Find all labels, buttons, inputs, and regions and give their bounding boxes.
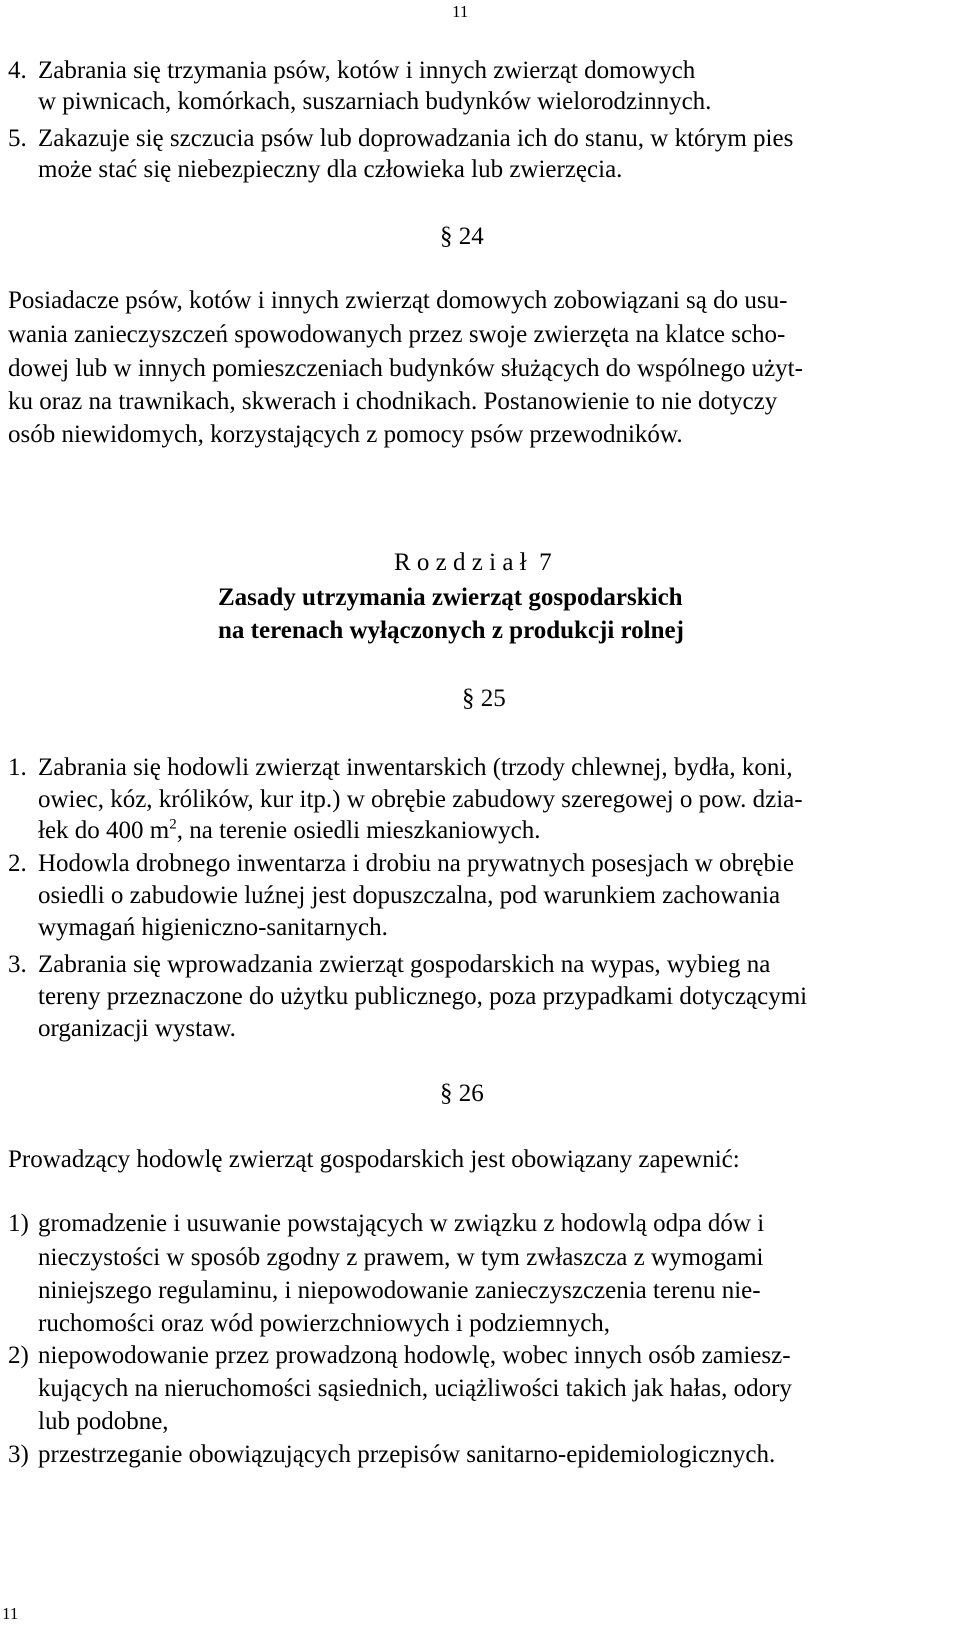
section-26-item-3-line-1: przestrzeganie obowiązujących przepisów sanitarno-epidemiologicznych. (38, 1441, 776, 1468)
section-25-item-3-number: 3. (8, 951, 27, 978)
section-26-item-2-line-1: niepowodowanie przez prowadzoną hodowlę, wobec innych osób zamiesz- (38, 1342, 791, 1369)
chapter-title-line-1: Zasady utrzymania zwierząt gospodarskich (218, 584, 683, 611)
section-25-item-2-line-3: wymagań higieniczno-sanitarnych. (38, 914, 388, 941)
section-24-line-1: Posiadacze psów, kotów i innych zwierząt domowych zobowiązani są do usu- (8, 287, 788, 314)
section-26-item-1-line-2: nieczystości w sposób zgodny z prawem, w tym zwłaszcza z wymogami (38, 1244, 764, 1271)
item-5-number: 5. (8, 125, 27, 152)
section-24-line-4: ku oraz na trawnikach, skwerach i chodnikach. Postanowienie to nie dotyczy (8, 388, 778, 415)
chapter-label: R o z d z i a ł 7 (394, 549, 552, 576)
section-25-item-2-line-1: Hodowla drobnego inwentarza i drobiu na prywatnych posesjach w obrębie (38, 850, 795, 877)
section-25-heading: § 25 (462, 685, 506, 712)
section-25-item-2-number: 2. (8, 850, 27, 877)
section-26-intro: Prowadzący hodowlę zwierząt gospodarskich jest obowiązany zapewnić: (8, 1146, 740, 1173)
item-5-line-1: Zakazuje się szczucia psów lub doprowadzania ich do stanu, w którym pies (38, 125, 794, 152)
item-1-line-3-post: , na terenie osiedli mieszkaniowych. (176, 817, 541, 844)
section-25-item-1-number: 1. (8, 754, 27, 781)
section-26-item-1-line-1: gromadzenie i usuwanie powstających w związku z hodowlą odpa dów i (38, 1210, 765, 1237)
item-5-line-2: może stać się niebezpieczny dla człowieka lub zwierzęcia. (38, 156, 623, 183)
section-26-item-2-number: 2) (8, 1342, 29, 1369)
section-26-heading: § 26 (440, 1080, 484, 1107)
section-25-item-2-line-2: osiedli o zabudowie luźnej jest dopuszczalna, pod warunkiem zachowania (38, 882, 781, 909)
item-4-line-1: Zabrania się trzymania psów, kotów i innych zwierząt domowych (38, 57, 696, 84)
section-26-item-3-number: 3) (8, 1441, 29, 1468)
section-25-item-3-line-2: tereny przeznaczone do użytku publicznego, poza przypadkami dotyczącymi (38, 983, 808, 1010)
item-1-line-3-pre: łek do 400 m (38, 817, 170, 844)
section-25-item-1-line-1: Zabrania się hodowli zwierząt inwentarskich (trzody chlewnej, bydła, koni, (38, 754, 793, 781)
page-number-top: 11 (452, 2, 469, 21)
section-25-item-3-line-1: Zabrania się wprowadzania zwierząt gospodarskich na wypas, wybieg na (38, 951, 771, 978)
section-24-heading: § 24 (440, 223, 484, 250)
section-26-item-1-line-4: ruchomości oraz wód powierzchniowych i podziemnych, (38, 1310, 611, 1337)
page-number-bottom: 11 (2, 1604, 19, 1623)
section-24-line-5: osób niewidomych, korzystających z pomocy psów przewodników. (8, 421, 683, 448)
item-4-number: 4. (8, 57, 27, 84)
section-24-line-2: wania zanieczyszczeń spowodowanych przez swoje zwierzęta na klatce scho- (8, 321, 786, 348)
section-25-item-3-line-3: organizacji wystaw. (38, 1015, 236, 1042)
section-25-item-1-line-2: owiec, kóz, królików, kur itp.) w obrębie zabudowy szeregowej o pow. dzia- (38, 786, 803, 813)
section-24-line-3: dowej lub w innych pomieszczeniach budynków służących do wspólnego użyt- (8, 355, 803, 382)
superscript-2: 2 (169, 816, 177, 833)
item-4-line-2: w piwnicach, komórkach, suszarniach budynków wielorodzinnych. (38, 88, 712, 115)
chapter-title-line-2: na terenach wyłączonych z produkcji rolnej (218, 617, 684, 644)
section-26-item-1-number: 1) (8, 1210, 29, 1237)
section-26-item-2-line-3: lub podobne, (38, 1408, 169, 1435)
section-26-item-2-line-2: kujących na nieruchomości sąsiednich, uciążliwości takich jak hałas, odory (38, 1375, 792, 1402)
section-25-item-1-line-3 (38, 816, 541, 846)
section-26-item-1-line-3: niniejszego regulaminu, i niepowodowanie zanieczyszczenia terenu nie- (38, 1277, 761, 1304)
